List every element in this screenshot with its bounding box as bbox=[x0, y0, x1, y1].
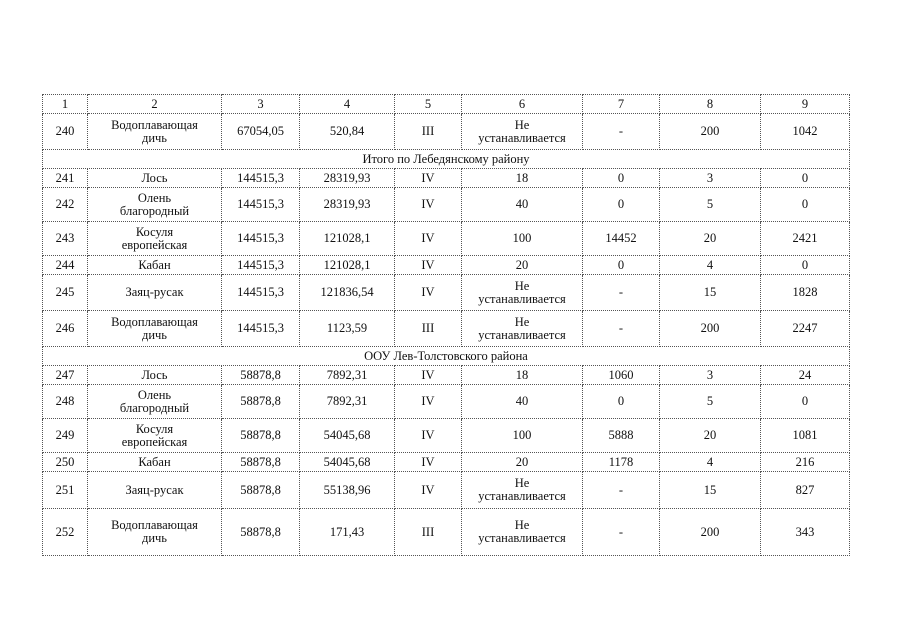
table-row bbox=[43, 188, 850, 222]
cell-extraction-count: 0 bbox=[761, 385, 850, 419]
cell-extraction-count: 2421 bbox=[761, 222, 850, 256]
table-row bbox=[43, 385, 850, 419]
cell-bonitet-class: IV bbox=[395, 169, 462, 188]
cell-extraction-norm: 15 bbox=[660, 275, 761, 311]
cell-bonitet-class: IV bbox=[395, 472, 462, 509]
table-row bbox=[43, 95, 850, 114]
cell-extraction-norm: 4 bbox=[660, 256, 761, 275]
cell-extraction-norm: 20 bbox=[660, 419, 761, 453]
cell-bonitet-class: 5 bbox=[395, 95, 462, 114]
cell-row-number: 251 bbox=[43, 472, 88, 509]
cell-row-number: 244 bbox=[43, 256, 88, 275]
cell-extraction-norm: 15 bbox=[660, 472, 761, 509]
cell-area-habitat: 28319,93 bbox=[300, 188, 395, 222]
cell-density-norm: Не устанавливается bbox=[462, 509, 583, 556]
cell-extraction-norm: 200 bbox=[660, 311, 761, 347]
cell-row-number: 243 bbox=[43, 222, 88, 256]
section-title: Итого по Лебедянскому району bbox=[43, 150, 850, 169]
cell-extraction-norm: 5 bbox=[660, 188, 761, 222]
cell-extraction-count: 1081 bbox=[761, 419, 850, 453]
cell-density-norm: 18 bbox=[462, 366, 583, 385]
cell-density-norm: 6 bbox=[462, 95, 583, 114]
cell-species: Водоплавающая дичь bbox=[88, 311, 222, 347]
cell-bonitet-class: IV bbox=[395, 366, 462, 385]
cell-quota-count: 0 bbox=[583, 385, 660, 419]
cell-bonitet-class: IV bbox=[395, 256, 462, 275]
cell-extraction-count: 2247 bbox=[761, 311, 850, 347]
section-row bbox=[43, 150, 850, 169]
section-row bbox=[43, 347, 850, 366]
cell-area-habitat: 1123,59 bbox=[300, 311, 395, 347]
cell-species: Кабан bbox=[88, 453, 222, 472]
cell-quota-count: 0 bbox=[583, 256, 660, 275]
cell-row-number: 247 bbox=[43, 366, 88, 385]
cell-species: Заяц-русак bbox=[88, 472, 222, 509]
cell-row-number: 249 bbox=[43, 419, 88, 453]
cell-row-number: 250 bbox=[43, 453, 88, 472]
cell-quota-count: 7 bbox=[583, 95, 660, 114]
cell-extraction-count: 0 bbox=[761, 256, 850, 275]
cell-extraction-count: 827 bbox=[761, 472, 850, 509]
cell-row-number: 245 bbox=[43, 275, 88, 311]
cell-quota-count: - bbox=[583, 509, 660, 556]
cell-area-total: 67054,05 bbox=[222, 114, 300, 150]
cell-density-norm: Не устанавливается bbox=[462, 311, 583, 347]
cell-area-habitat: 121028,1 bbox=[300, 256, 395, 275]
cell-quota-count: 1060 bbox=[583, 366, 660, 385]
cell-density-norm: 100 bbox=[462, 222, 583, 256]
table-row bbox=[43, 169, 850, 188]
cell-extraction-norm: 8 bbox=[660, 95, 761, 114]
cell-area-total: 58878,8 bbox=[222, 453, 300, 472]
cell-species: Лось bbox=[88, 169, 222, 188]
table-row bbox=[43, 366, 850, 385]
cell-species: Кабан bbox=[88, 256, 222, 275]
cell-species: Водоплавающая дичь bbox=[88, 509, 222, 556]
cell-extraction-norm: 20 bbox=[660, 222, 761, 256]
section-title: ООУ Лев-Толстовского района bbox=[43, 347, 850, 366]
cell-bonitet-class: III bbox=[395, 311, 462, 347]
cell-bonitet-class: IV bbox=[395, 222, 462, 256]
table-row bbox=[43, 509, 850, 556]
cell-extraction-count: 0 bbox=[761, 188, 850, 222]
cell-area-total: 58878,8 bbox=[222, 385, 300, 419]
table-row bbox=[43, 114, 850, 150]
cell-bonitet-class: IV bbox=[395, 188, 462, 222]
cell-row-number: 240 bbox=[43, 114, 88, 150]
cell-extraction-count: 1042 bbox=[761, 114, 850, 150]
table-row bbox=[43, 222, 850, 256]
cell-species: Косуля европейская bbox=[88, 222, 222, 256]
cell-area-total: 58878,8 bbox=[222, 419, 300, 453]
cell-quota-count: 0 bbox=[583, 169, 660, 188]
cell-bonitet-class: IV bbox=[395, 275, 462, 311]
cell-species: Водоплавающая дичь bbox=[88, 114, 222, 150]
cell-density-norm: Не устанавливается bbox=[462, 275, 583, 311]
cell-bonitet-class: III bbox=[395, 509, 462, 556]
cell-species: Лось bbox=[88, 366, 222, 385]
table-row bbox=[43, 419, 850, 453]
cell-area-habitat: 54045,68 bbox=[300, 453, 395, 472]
cell-quota-count: - bbox=[583, 275, 660, 311]
cell-extraction-count: 1828 bbox=[761, 275, 850, 311]
table-row bbox=[43, 311, 850, 347]
cell-species: Косуля европейская bbox=[88, 419, 222, 453]
cell-row-number: 1 bbox=[43, 95, 88, 114]
cell-area-habitat: 28319,93 bbox=[300, 169, 395, 188]
cell-extraction-count: 216 bbox=[761, 453, 850, 472]
cell-quota-count: - bbox=[583, 114, 660, 150]
cell-species: Олень благородный bbox=[88, 385, 222, 419]
cell-density-norm: Не устанавливается bbox=[462, 114, 583, 150]
cell-area-total: 144515,3 bbox=[222, 311, 300, 347]
cell-area-total: 144515,3 bbox=[222, 256, 300, 275]
cell-area-total: 3 bbox=[222, 95, 300, 114]
cell-area-habitat: 520,84 bbox=[300, 114, 395, 150]
cell-area-total: 58878,8 bbox=[222, 472, 300, 509]
cell-extraction-count: 9 bbox=[761, 95, 850, 114]
cell-extraction-norm: 4 bbox=[660, 453, 761, 472]
cell-extraction-norm: 5 bbox=[660, 385, 761, 419]
cell-extraction-norm: 3 bbox=[660, 169, 761, 188]
cell-density-norm: 20 bbox=[462, 256, 583, 275]
cell-quota-count: 1178 bbox=[583, 453, 660, 472]
cell-bonitet-class: IV bbox=[395, 385, 462, 419]
table-row bbox=[43, 472, 850, 509]
cell-bonitet-class: IV bbox=[395, 453, 462, 472]
table-row bbox=[43, 453, 850, 472]
cell-area-habitat: 7892,31 bbox=[300, 385, 395, 419]
table-row bbox=[43, 275, 850, 311]
cell-row-number: 246 bbox=[43, 311, 88, 347]
table-row bbox=[43, 256, 850, 275]
cell-density-norm: Не устанавливается bbox=[462, 472, 583, 509]
cell-area-habitat: 121836,54 bbox=[300, 275, 395, 311]
cell-row-number: 252 bbox=[43, 509, 88, 556]
cell-bonitet-class: III bbox=[395, 114, 462, 150]
cell-density-norm: 40 bbox=[462, 188, 583, 222]
cell-area-habitat: 4 bbox=[300, 95, 395, 114]
cell-row-number: 248 bbox=[43, 385, 88, 419]
cell-density-norm: 100 bbox=[462, 419, 583, 453]
cell-area-total: 144515,3 bbox=[222, 222, 300, 256]
cell-extraction-count: 24 bbox=[761, 366, 850, 385]
cell-area-total: 58878,8 bbox=[222, 366, 300, 385]
cell-quota-count: - bbox=[583, 311, 660, 347]
cell-area-total: 144515,3 bbox=[222, 188, 300, 222]
cell-extraction-count: 343 bbox=[761, 509, 850, 556]
cell-area-habitat: 55138,96 bbox=[300, 472, 395, 509]
cell-extraction-norm: 3 bbox=[660, 366, 761, 385]
table-body bbox=[43, 95, 850, 556]
cell-density-norm: 18 bbox=[462, 169, 583, 188]
cell-area-habitat: 7892,31 bbox=[300, 366, 395, 385]
cell-species: Заяц-русак bbox=[88, 275, 222, 311]
cell-row-number: 242 bbox=[43, 188, 88, 222]
hunting-quota-table bbox=[42, 94, 850, 556]
cell-extraction-count: 0 bbox=[761, 169, 850, 188]
cell-area-habitat: 121028,1 bbox=[300, 222, 395, 256]
cell-quota-count: - bbox=[583, 472, 660, 509]
cell-area-total: 144515,3 bbox=[222, 169, 300, 188]
cell-quota-count: 0 bbox=[583, 188, 660, 222]
cell-row-number: 241 bbox=[43, 169, 88, 188]
cell-quota-count: 5888 bbox=[583, 419, 660, 453]
cell-density-norm: 40 bbox=[462, 385, 583, 419]
cell-species: Олень благородный bbox=[88, 188, 222, 222]
cell-area-habitat: 54045,68 bbox=[300, 419, 395, 453]
cell-bonitet-class: IV bbox=[395, 419, 462, 453]
cell-species: 2 bbox=[88, 95, 222, 114]
cell-area-habitat: 171,43 bbox=[300, 509, 395, 556]
cell-quota-count: 14452 bbox=[583, 222, 660, 256]
cell-density-norm: 20 bbox=[462, 453, 583, 472]
cell-extraction-norm: 200 bbox=[660, 509, 761, 556]
cell-area-total: 144515,3 bbox=[222, 275, 300, 311]
cell-extraction-norm: 200 bbox=[660, 114, 761, 150]
cell-area-total: 58878,8 bbox=[222, 509, 300, 556]
